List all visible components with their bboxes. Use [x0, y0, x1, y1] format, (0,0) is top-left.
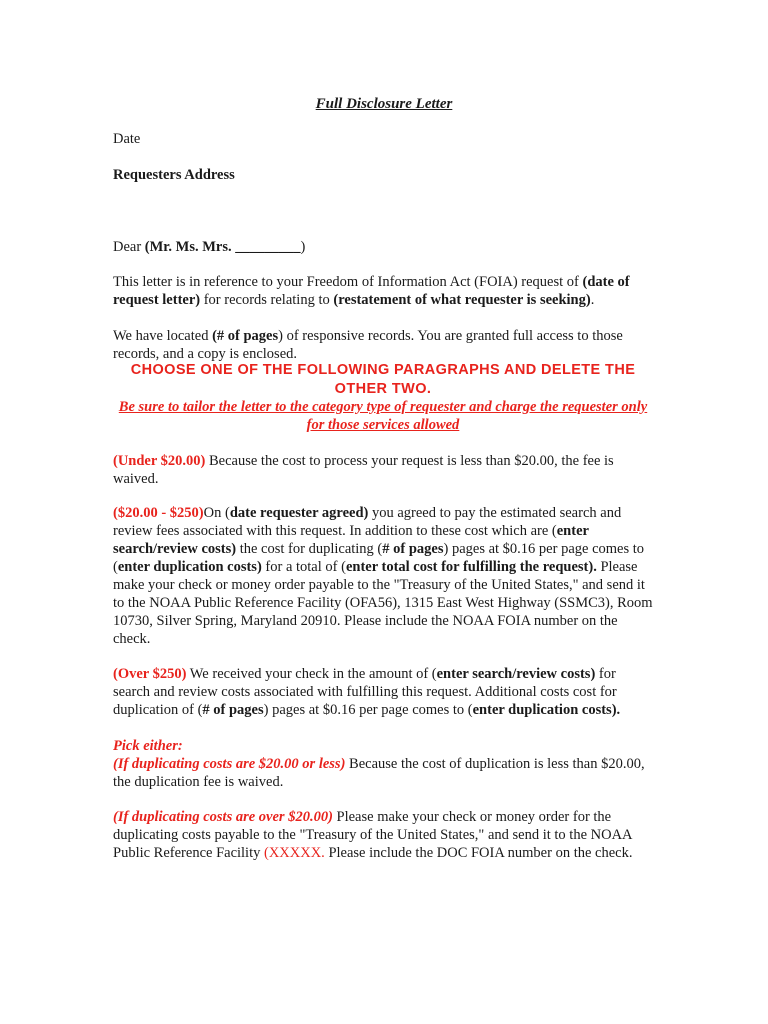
located-text-1: We have located [113, 328, 213, 344]
salutation [113, 238, 653, 256]
mid-text-4: ) pages at $0.16 per page comes to ( [113, 541, 645, 575]
intro-date-placeholder: (date of request letter) [113, 274, 630, 308]
option-1-label: (If duplicating costs are $20.00 or less) [113, 756, 346, 772]
over-pages-placeholder: # of pages [202, 702, 264, 718]
mid-total-placeholder: enter total cost for fulfilling the request). [345, 559, 597, 575]
option-2-paragraph [113, 808, 653, 862]
mid-pages-placeholder: # of pages [382, 541, 444, 557]
intro-paragraph [113, 273, 653, 309]
mid-search-cost-placeholder: enter search/review costs) [113, 523, 589, 557]
tailor-instruction: Be sure to tailor the letter to the category type of requester and charge the requester only for those services allowed [118, 399, 648, 433]
under-20-label: (Under $20.00) [113, 453, 206, 469]
over-250-paragraph [113, 665, 653, 719]
located-paragraph [113, 327, 653, 363]
intro-text-1: This letter is in reference to your Freedom of Information Act (FOIA) request of [113, 274, 583, 290]
salutation-suffix: ) [300, 239, 306, 255]
under-20-paragraph [113, 452, 653, 488]
salutation-prefix: Dear [113, 239, 145, 255]
over-search-cost-placeholder: enter search/review costs) [436, 666, 596, 682]
intro-request-placeholder: (restatement of what requester is seeking) [333, 292, 591, 308]
mid-date-placeholder: date requester agreed) [229, 505, 369, 521]
over-text-3: ) pages at $0.16 per page comes to ( [263, 702, 473, 718]
option-1-paragraph [113, 755, 653, 791]
option-2-text-1: Please make your check or money order for the duplicating costs payable to the "Treasury of the United States," and send it to the NOAA Public Reference Facility [113, 809, 632, 861]
salutation-name: (Mr. Ms. Mrs. _________ [144, 239, 301, 255]
over-text-2: for search and review costs associated with fulfilling this request. Additional costs cost for duplication of ( [113, 666, 617, 718]
mid-text-5: for a total of ( [261, 559, 346, 575]
mid-range-label: ($20.00 - $250) [113, 505, 204, 521]
over-dup-cost-placeholder: enter duplication costs). [472, 702, 621, 718]
intro-text-3: . [590, 292, 595, 308]
mid-dup-cost-placeholder: enter duplication costs) [117, 559, 262, 575]
mid-text-3: the cost for duplicating ( [236, 541, 383, 557]
under-20-text: Because the cost to process your request is less than $20.00, the fee is waived. [113, 453, 614, 487]
located-text-2: ) of responsive records. You are granted full access to those records, and a copy is enclosed. [113, 328, 623, 362]
option-1-text: Because the cost of duplication is less than $20.00, the duplication fee is waived. [113, 756, 645, 790]
over-250-label: (Over $250) [113, 666, 187, 682]
mid-text-1: On ( [203, 505, 230, 521]
mid-range-paragraph [113, 504, 653, 648]
pick-either-label: Pick either: [113, 738, 183, 754]
over-text-1: We received your check in the amount of ( [186, 666, 437, 682]
choose-instruction: CHOOSE ONE OF THE FOLLOWING PARAGRAPHS AND DELETE THE OTHER TWO. [130, 362, 636, 397]
mid-text-2: you agreed to pay the estimated search and review fees associated with this request. In addition to these cost which are ( [113, 505, 622, 539]
option-2-text-2: Please include the DOC FOIA number on the check. [324, 845, 633, 861]
date-line: Date [113, 131, 141, 147]
option-2-placeholder: (XXXXX. [264, 845, 325, 861]
option-2-label: (If duplicating costs are over $20.00) [113, 809, 333, 825]
requester-address: Requesters Address [113, 167, 235, 183]
located-pages-placeholder: (# of pages [212, 328, 279, 344]
mid-text-6: Please make your check or money order payable to the "Treasury of the United States," and send it to the NOAA Public Reference Facility (OFA56), 1315 East West Highway (SSMC3), Room 10730, Silver Spring, Maryland 20910. Please include the NOAA FOIA number on the check. [113, 559, 653, 647]
letter-title: Full Disclosure Letter [315, 96, 453, 112]
intro-text-2: for records relating to [200, 292, 334, 308]
